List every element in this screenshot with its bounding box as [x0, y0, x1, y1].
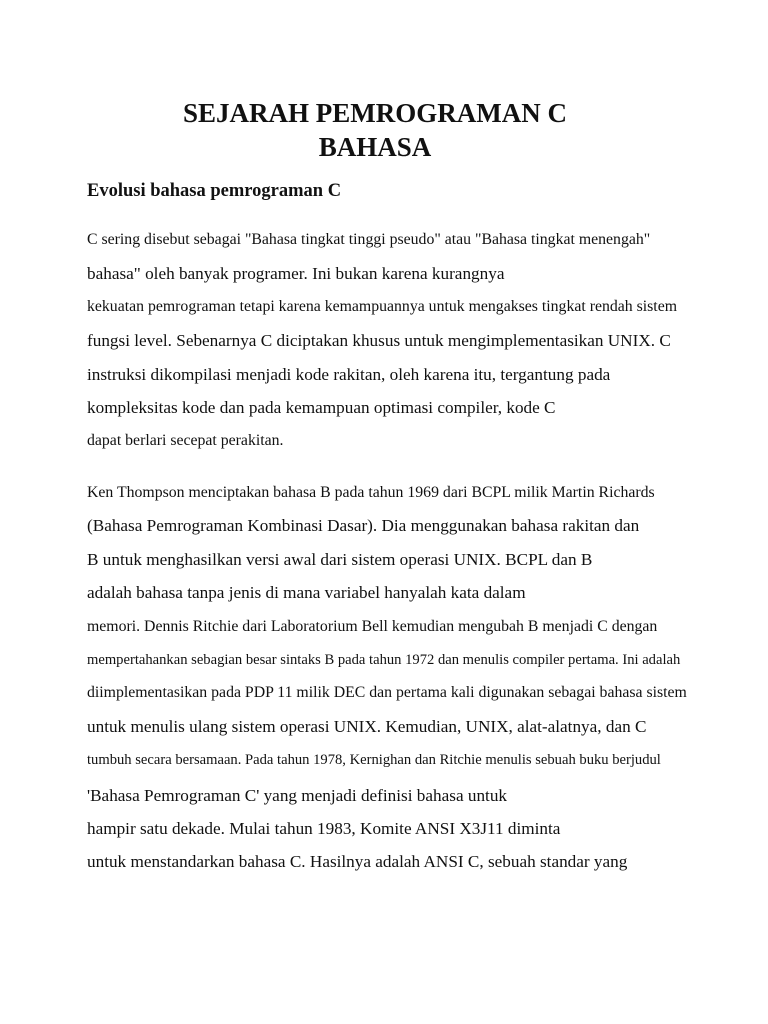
paragraph-line: 'Bahasa Pemrograman C' yang menjadi definisi bahasa untuk: [87, 786, 508, 805]
paragraph-line: adalah bahasa tanpa jenis di mana variabel hanyalah kata dalam: [87, 583, 526, 602]
paragraph-line: dapat berlari secepat perakitan.: [87, 432, 284, 449]
paragraph-line: B untuk menghasilkan versi awal dari sistem operasi UNIX. BCPL dan B: [87, 550, 593, 569]
paragraph-line: kekuatan pemrograman tetapi karena kemampuannya untuk mengakses tingkat rendah sistem: [87, 298, 677, 315]
paragraph-line: diimplementasikan pada PDP 11 milik DEC dan pertama kali digunakan sebagai bahasa sistem: [87, 684, 687, 701]
paragraph-line: mempertahankan sebagian besar sintaks B pada tahun 1972 dan menulis compiler pertama. Ini adalah: [87, 652, 681, 668]
page-title-line-2: BAHASA: [318, 132, 432, 162]
paragraph-line: fungsi level. Sebenarnya C diciptakan khusus untuk mengimplementasikan UNIX. C: [87, 331, 671, 350]
paragraph-line: hampir satu dekade. Mulai tahun 1983, Komite ANSI X3J11 diminta: [87, 819, 561, 838]
section-heading: Evolusi bahasa pemrograman C: [87, 181, 342, 201]
paragraph-line: instruksi dikompilasi menjadi kode rakitan, oleh karena itu, tergantung pada: [87, 365, 611, 384]
paragraph-line: Ken Thompson menciptakan bahasa B pada tahun 1969 dari BCPL milik Martin Richards: [87, 484, 655, 501]
paragraph-line: memori. Dennis Ritchie dari Laboratorium Bell kemudian mengubah B menjadi C dengan: [87, 618, 658, 635]
paragraph-line: untuk menulis ulang sistem operasi UNIX. Kemudian, UNIX, alat-alatnya, dan C: [87, 717, 647, 736]
paragraph-line: C sering disebut sebagai "Bahasa tingkat tinggi pseudo" atau "Bahasa tingkat menengah": [87, 231, 651, 248]
paragraph-line: kompleksitas kode dan pada kemampuan optimasi compiler, kode C: [87, 398, 556, 417]
paragraph-line: (Bahasa Pemrograman Kombinasi Dasar). Dia menggunakan bahasa rakitan dan: [87, 516, 640, 535]
paragraph-line: untuk menstandarkan bahasa C. Hasilnya adalah ANSI C, sebuah standar yang: [87, 852, 628, 871]
paragraph-line: bahasa" oleh banyak programer. Ini bukan karena kurangnya: [87, 264, 505, 283]
page-title-line-1: SEJARAH PEMROGRAMAN C: [183, 98, 567, 128]
paragraph-line: tumbuh secara bersamaan. Pada tahun 1978, Kernighan dan Ritchie menulis sebuah buku berjudul: [87, 752, 661, 768]
